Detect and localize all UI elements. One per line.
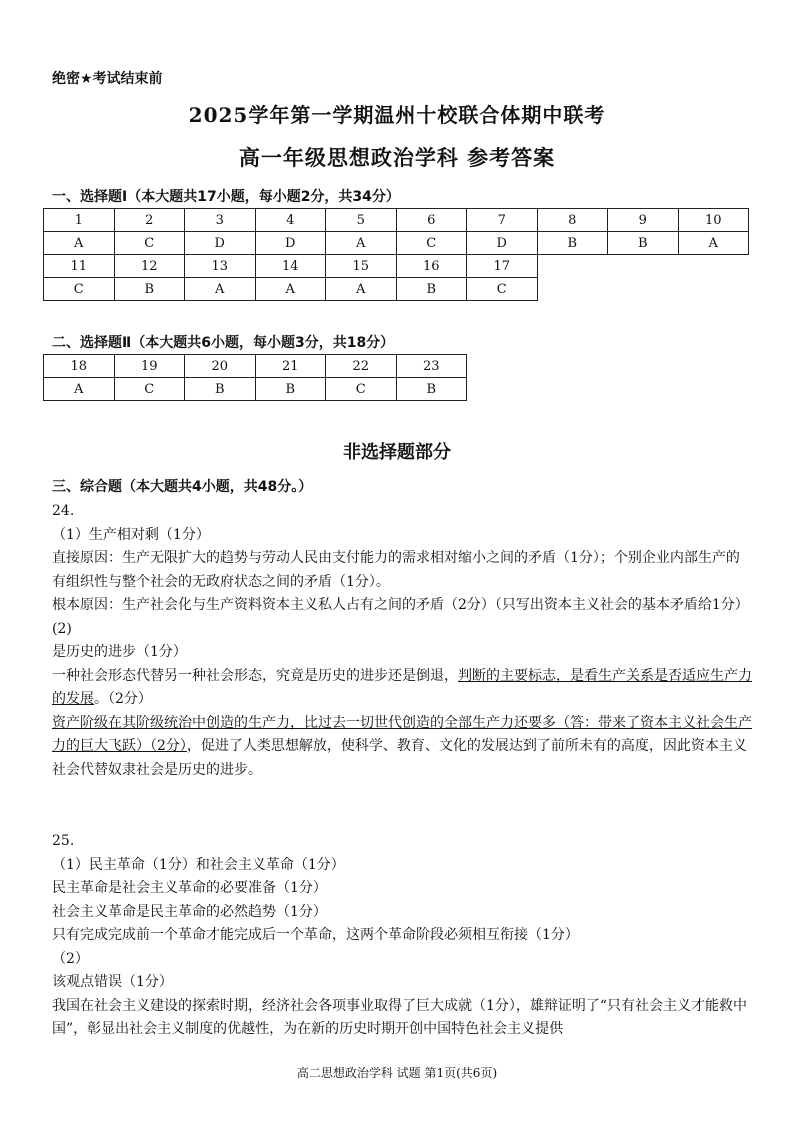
table-cell: 14 — [255, 255, 326, 278]
table-cell: 17 — [467, 255, 538, 278]
answer-line — [52, 665, 752, 712]
table-cell: 9 — [608, 209, 679, 232]
table-row — [44, 209, 749, 232]
table-cell: 7 — [467, 209, 538, 232]
answer-line: 直接原因：生产无限扩大的趋势与劳动人民由支付能力的需求相对缩小之间的矛盾（1分）；个别企业内部生产的有组织性与整个社会的无政府状态之间的矛盾（1分）。 — [52, 550, 740, 590]
table-cell: A — [255, 278, 326, 301]
section2-title: 二、选择题Ⅱ（本大题共6小题，每小题3分，共18分） — [52, 335, 395, 351]
table-cell: 8 — [537, 209, 608, 232]
table-cell: C — [467, 278, 538, 301]
answer-line: （2） — [52, 950, 89, 967]
table-cell: A — [326, 232, 397, 255]
section1-title: 一、选择题Ⅰ（本大题共17小题，每小题2分，共34分） — [52, 189, 400, 205]
table-cell: 11 — [44, 255, 115, 278]
answer-line: 只有完成完成前一个革命才能完成后一个革命，这两个革命阶段必须相互衔接（1分） — [52, 927, 579, 943]
answer-text: 。（2分） — [94, 691, 152, 707]
answer-line — [52, 712, 752, 783]
answer-line: (2) — [52, 620, 72, 637]
table-cell: B — [396, 278, 467, 301]
answer-line: 民主革命是社会主义革命的必要准备（1分） — [52, 880, 327, 896]
answer-line: 社会主义革命是民主革命的必然趋势（1分） — [52, 903, 327, 920]
table-cell: 12 — [114, 255, 185, 278]
table-cell: B — [114, 278, 185, 301]
table-cell: 18 — [44, 355, 115, 378]
table-cell: D — [255, 232, 326, 255]
answer-line: 根本原因：生产社会化与生产资料资本主义私人占有之间的矛盾（2分）（只写出资本主义社会的基本矛盾给1分） — [52, 597, 749, 613]
table-cell: 22 — [326, 355, 397, 378]
table-row — [44, 378, 467, 401]
answer-line: 是历史的进步（1分） — [52, 644, 187, 660]
table-cell: 19 — [114, 355, 185, 378]
table-cell: 2 — [114, 209, 185, 232]
answer-text: 一种社会形态代替另一种社会形态，究竟是历史的进步还是倒退， — [52, 667, 458, 684]
underlined-key-point: 判断的主要标志，是看生产关系是否适应生产力的发展 — [52, 667, 752, 707]
table-cell: C — [114, 232, 185, 255]
table-cell: A — [44, 378, 115, 401]
table-cell: A — [44, 232, 115, 255]
table-cell: B — [608, 232, 679, 255]
table-cell: 5 — [326, 209, 397, 232]
table-row — [44, 355, 467, 378]
table-cell: 23 — [396, 355, 467, 378]
table-cell: 1 — [44, 209, 115, 232]
table-cell: B — [185, 378, 256, 401]
answer-text: ，促进了人类思想解放，使科学、教育、文化的发展达到了前所未有的高度，因此资本主义社会代替奴隶社会是历史的进步。 — [52, 738, 747, 778]
exam-subtitle: 高一年级思想政治学科 参考答案 — [238, 146, 556, 170]
table-cell: D — [467, 232, 538, 255]
underlined-key-point: 资产阶级在其阶级统治中创造的生产力，比过去一切世代创造的全部生产力还要多（答：带来了资本主义社会生产力的巨大飞跃）（2分） — [52, 714, 752, 754]
table-cell: B — [396, 378, 467, 401]
section1-answer-table — [43, 208, 749, 301]
table-cell: 3 — [185, 209, 256, 232]
answer-line: 该观点错误（1分） — [52, 974, 173, 990]
table-row — [44, 255, 749, 278]
table-cell: 20 — [185, 355, 256, 378]
page-footer: 高二思想政治学科 试题 第1页(共6页) — [296, 1066, 498, 1080]
table-cell: D — [185, 232, 256, 255]
table-cell: 6 — [396, 209, 467, 232]
answer-line: （1）民主革命（1分）和社会主义革命（1分） — [52, 856, 345, 873]
question-number: 24. — [52, 503, 75, 519]
table-cell: 21 — [255, 355, 326, 378]
table-cell: A — [326, 278, 397, 301]
answer-line: （1）生产相对剩（1分） — [52, 526, 210, 543]
table-cell: A — [678, 232, 749, 255]
table-cell: B — [537, 232, 608, 255]
table-cell: C — [114, 378, 185, 401]
section3-title: 三、综合题（本大题共4小题，共48分。） — [52, 479, 313, 495]
non-choice-heading: 非选择题部分 — [343, 442, 451, 463]
table-cell: 16 — [396, 255, 467, 278]
table-row — [44, 232, 749, 255]
table-cell: 13 — [185, 255, 256, 278]
table-cell: 15 — [326, 255, 397, 278]
answer-line: 我国在社会主义建设的探索时期，经济社会各项事业取得了巨大成就（1分），雄辩证明了“只有社会主义才能救中国”，彰显出社会主义制度的优越性，为在新的历史时期开创中国特色社会主义提供 — [52, 997, 748, 1037]
table-cell: C — [396, 232, 467, 255]
table-cell: 4 — [255, 209, 326, 232]
answer-body — [52, 500, 752, 1042]
table-cell: C — [326, 378, 397, 401]
question-number: 25. — [52, 833, 75, 849]
table-cell: B — [255, 378, 326, 401]
table-cell: C — [44, 278, 115, 301]
table-cell: 10 — [678, 209, 749, 232]
section2-answer-table — [43, 354, 467, 401]
exam-title: 2025学年第一学期温州十校联合体期中联考 — [188, 103, 606, 127]
table-row — [44, 278, 749, 301]
secret-label: 绝密★考试结束前 — [52, 71, 163, 87]
table-cell: A — [185, 278, 256, 301]
